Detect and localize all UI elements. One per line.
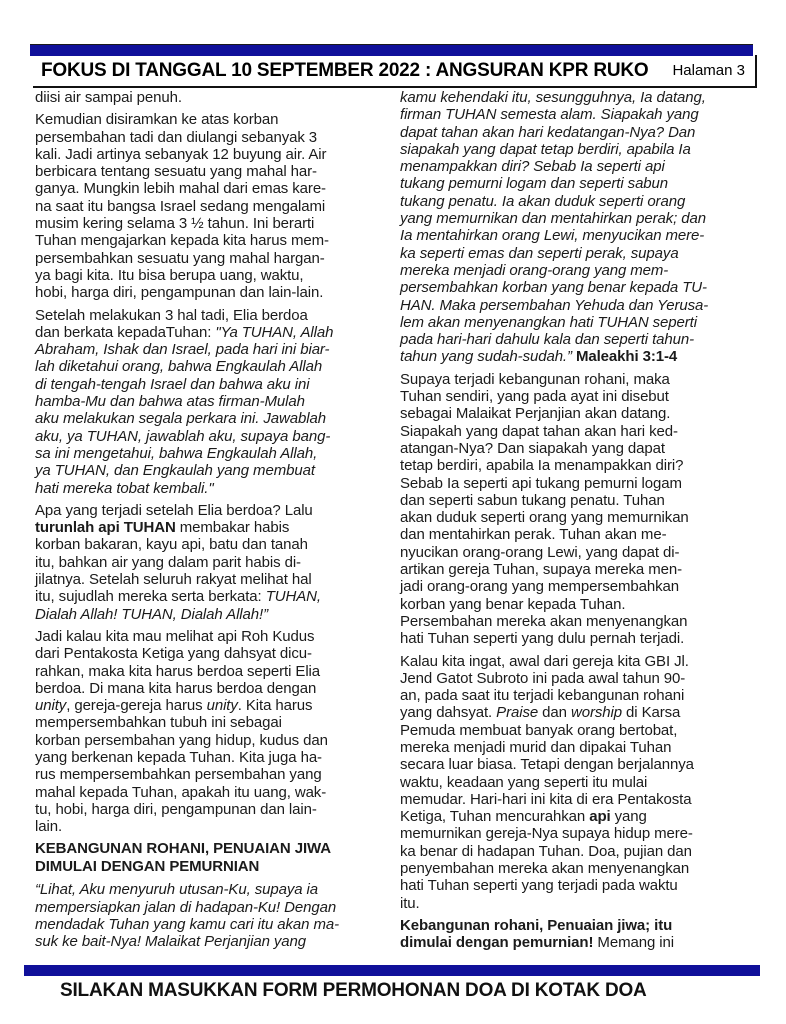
text-line (35, 697, 392, 714)
text-segment: mempersembahkan tubuh ini sebagai (35, 714, 282, 732)
text-segment: tukang penatu. Ia akan duduk seperti orang (400, 192, 686, 210)
text-line (35, 428, 392, 445)
text-line (400, 526, 757, 543)
text-line (400, 843, 757, 860)
text-segment: dimulai dengan pemurnian! (400, 934, 594, 952)
text-line (35, 714, 392, 731)
text-segment: worship (570, 704, 622, 722)
text-line (35, 111, 392, 128)
text-segment: hamba-Mu dan bahwa atas firman-Mulah (35, 393, 305, 411)
text-segment: persembahan tadi dan diulangi sebanyak 3 (35, 128, 318, 146)
paragraph (400, 653, 757, 912)
text-segment: HAN. Maka persembahan Yehuda dan Yerusa- (400, 296, 709, 314)
text-line (400, 808, 757, 825)
text-segment: api (589, 808, 611, 826)
text-segment: tetap berdiri, apabila Ia menampakkan diri? (400, 457, 684, 475)
text-segment: hobi, harga diri, pengampunan dan lain-lain. (35, 284, 324, 302)
text-segment: hati Tuhan seperti yang terjadi pada waktu (400, 877, 678, 895)
text-line (35, 284, 392, 301)
text-line (400, 475, 757, 492)
text-line (400, 388, 757, 405)
page-header (33, 55, 757, 88)
text-segment: mereka menjadi murid dan dipakai Tuhan (400, 738, 672, 756)
text-segment: waktu, keadaan yang seperti itu mulai (400, 773, 648, 791)
text-segment: berbicara tentang sesuatu yang mahal har- (35, 163, 317, 181)
text-segment: mendadak Tuhan yang kamu cari itu akan ma- (35, 916, 340, 934)
page-number-label: Halaman 3 (672, 62, 745, 79)
text-line (400, 457, 757, 474)
text-segment: di Karsa (621, 704, 681, 722)
text-line (35, 163, 392, 180)
text-segment: Sebab Ia seperti api tukang pemurni logam (400, 474, 682, 492)
text-segment: Kalau kita ingat, awal dari gereja kita GBI Jl. (400, 652, 689, 670)
text-line (400, 917, 757, 934)
text-line (35, 766, 392, 783)
right-column (400, 89, 757, 957)
text-segment: na saat itu bangsa Israel sedang mengalami (35, 197, 326, 215)
text-line (35, 749, 392, 766)
text-line (400, 423, 757, 440)
paragraph (35, 111, 392, 301)
text-segment: ganya. Mungkin lebih mahal dari emas kare- (35, 180, 326, 198)
text-segment: dan (538, 704, 571, 722)
text-segment: aku melakukan segala perkara ini. Jawablah (35, 410, 326, 428)
text-segment: membakar habis (175, 519, 290, 537)
text-segment: rahkan, maka kita harus berdoa seperti Elia (35, 662, 321, 680)
text-segment: turunlah api TUHAN (35, 519, 176, 537)
text-line (35, 881, 392, 898)
text-segment: korban yang benar kepada Tuhan. (400, 595, 626, 613)
paragraph (400, 917, 757, 952)
text-segment: nyucikan orang-orang Lewi, yang dapat di- (400, 543, 680, 561)
text-segment: penyembahan mereka akan menyenangkan (400, 860, 690, 878)
text-line (400, 687, 757, 704)
left-column (35, 89, 392, 957)
text-segment: kamu kehendaki itu, sesungguhnya, Ia datang, (400, 89, 706, 106)
paragraph (35, 89, 392, 106)
text-segment: Tuhan mengajarkan kepada kita harus mem- (35, 232, 329, 250)
text-segment: di tengah-tengah Israel dan bahwa aku ini (35, 375, 310, 393)
text-segment: Apa yang terjadi setelah Elia berdoa? Lalu (35, 501, 313, 519)
text-line (35, 840, 392, 858)
text-line (400, 297, 757, 314)
text-segment: akan duduk seperti orang yang memurnikan (400, 509, 689, 527)
text-line (400, 860, 757, 877)
text-line (35, 571, 392, 588)
text-line (400, 245, 757, 262)
text-line (400, 877, 757, 894)
text-line (400, 825, 757, 842)
text-line (35, 307, 392, 324)
text-segment: unity (206, 697, 238, 715)
text-line (35, 324, 392, 341)
text-segment: “Lihat, Aku menyuruh utusan-Ku, supaya ia (35, 881, 319, 899)
text-line (35, 358, 392, 375)
text-line (400, 509, 757, 526)
text-segment: . Kita harus (237, 697, 313, 715)
text-line (35, 215, 392, 232)
text-line (400, 722, 757, 739)
text-segment: TUHAN, (265, 588, 321, 606)
text-segment: ya bagi kita. Itu bisa berupa uang, waktu, (35, 266, 304, 284)
text-segment: rus mempersembahkan persembahan yang (35, 766, 322, 784)
text-segment: Maleakhi 3:1-4 (575, 348, 678, 366)
text-segment: korban bakaran, kayu api, batu dan tanah (35, 536, 308, 554)
text-segment: lain. (35, 818, 63, 836)
text-segment: sa ini mengetahui, bahwa Engkaulah Allah, (35, 444, 318, 462)
text-line (35, 480, 392, 497)
text-line (400, 670, 757, 687)
text-line (35, 663, 392, 680)
text-line (400, 653, 757, 670)
text-segment: persembahkan sesuatu yang mahal hargan- (35, 249, 325, 267)
text-segment: Dialah Allah! TUHAN, Dialah Allah!” (35, 605, 268, 623)
text-line (35, 462, 392, 479)
text-line (400, 440, 757, 457)
text-line (400, 227, 757, 244)
text-segment: Ia mentahirkan orang Lewi, menyucikan mere- (400, 227, 705, 245)
text-line (400, 314, 757, 331)
text-line (400, 561, 757, 578)
text-line (35, 680, 392, 697)
text-line (400, 492, 757, 509)
text-line (400, 405, 757, 422)
text-segment: firman TUHAN semesta alam. Siapakah yang (400, 106, 699, 124)
paragraph (400, 371, 757, 648)
text-segment: siapakah yang dapat tetap berdiri, apabila Ia (400, 140, 691, 158)
text-segment: sebagai Malaikat Perjanjian akan datang. (400, 405, 671, 423)
text-line (35, 801, 392, 818)
text-segment: dan mentahirkan perak. Tuhan akan me- (400, 526, 667, 544)
text-segment: yang berkenan kepada Tuhan. Kita juga ha- (35, 748, 322, 766)
text-line (400, 756, 757, 773)
text-segment: ka benar di hadapan Tuhan. Doa, pujian dan (400, 842, 692, 860)
text-segment: , gereja-gereja harus (66, 697, 207, 715)
text-segment: "Ya TUHAN, Allah (215, 323, 334, 341)
text-segment: an, pada saat itu terjadi kebangunan rohani (400, 687, 685, 705)
text-line (400, 175, 757, 192)
text-line (35, 445, 392, 462)
text-segment: tukang pemurni logam dan seperti sabun (400, 175, 669, 193)
text-segment: atangan-Nya? Dan siapakah yang dapat (400, 439, 665, 457)
text-segment: pada hari-hari dahulu kala dan seperti tahun- (400, 331, 695, 349)
text-line (35, 89, 392, 106)
text-line (400, 141, 757, 158)
text-line (35, 376, 392, 393)
text-segment: mahal kepada Tuhan, apakah itu uang, wak- (35, 783, 327, 801)
text-segment: artikan gereja Tuhan, supaya mereka men- (400, 561, 682, 579)
section-heading (35, 840, 392, 876)
text-segment: menampakkan diri? Sebab Ia seperti api (400, 158, 665, 176)
text-segment: korban persembahan yang hidup, kudus dan (35, 731, 328, 749)
text-segment: hati mereka tobat kembali." (35, 479, 214, 497)
article-body (35, 89, 757, 957)
page-title: FOKUS DI TANGGAL 10 SEPTEMBER 2022 : ANGSURAN KPR RUKO (41, 59, 649, 81)
text-segment: Kemudian disiramkan ke atas korban (35, 111, 279, 129)
text-segment: Memang ini (593, 934, 674, 952)
text-line (400, 89, 757, 106)
text-segment: itu, bahkan air yang dalam parit habis di- (35, 553, 301, 571)
text-segment: lem akan menyenangkan hati TUHAN seperti (400, 313, 697, 331)
text-segment: Setelah melakukan 3 hal tadi, Elia berdoa (35, 306, 308, 324)
text-line (400, 279, 757, 296)
text-segment: tahun yang sudah-sudah.” (400, 348, 576, 366)
text-line (35, 232, 392, 249)
text-line (35, 606, 392, 623)
text-line (35, 588, 392, 605)
text-line (35, 899, 392, 916)
text-segment: jadi orang-orang yang mempersembahkan (400, 578, 679, 596)
text-segment: Persembahan mereka akan menyenangkan (400, 612, 688, 630)
text-line (400, 193, 757, 210)
text-line (35, 267, 392, 284)
text-segment: itu, sujudlah mereka serta berkata: (35, 588, 266, 606)
text-segment: persembahkan korban yang benar kepada TU- (400, 279, 707, 297)
text-segment: mempersiapkan jalan di hadapan-Ku! Dengan (35, 898, 337, 916)
text-line (35, 818, 392, 835)
text-line (400, 124, 757, 141)
text-segment: yang dahsyat. (400, 704, 497, 722)
text-segment: Praise (496, 704, 539, 722)
text-line (400, 262, 757, 279)
text-line (35, 180, 392, 197)
text-segment: tu, hobi, harga diri, pengampunan dan lain- (35, 800, 317, 818)
text-segment: diisi air sampai penuh. (35, 89, 182, 106)
text-segment: berdoa. Di mana kita harus berdoa dengan (35, 679, 317, 697)
paragraph (400, 89, 757, 366)
paragraph (35, 881, 392, 950)
text-line (400, 158, 757, 175)
text-segment: DIMULAI DENGAN PEMURNIAN (35, 858, 260, 876)
text-line (400, 774, 757, 791)
text-line (35, 784, 392, 801)
footer-accent-bar (24, 965, 760, 976)
paragraph (35, 307, 392, 497)
text-line (35, 146, 392, 163)
text-line (400, 348, 757, 365)
text-segment: ka seperti emas dan seperti perak, supaya (400, 244, 679, 262)
text-segment: suk ke bait-Nya! Malaikat Perjanjian yang (35, 933, 307, 951)
text-line (35, 554, 392, 571)
text-segment: kali. Jadi artinya sebanyak 12 buyung air. Air (35, 145, 327, 163)
text-segment: secara luar biasa. Tetapi dengan berjalannya (400, 756, 694, 774)
text-segment: hati Tuhan seperti yang dulu pernah terjadi. (400, 630, 685, 648)
text-segment: Tuhan sendiri, yang pada ayat ini disebut (400, 388, 669, 406)
text-line (35, 858, 392, 876)
text-segment: lah diketahui orang, bahwa Engkaulah Allah (35, 358, 323, 376)
text-line (35, 129, 392, 146)
footer-notice: SILAKAN MASUKKAN FORM PERMOHONAN DOA DI KOTAK DOA (60, 980, 647, 1001)
text-segment: musim kering selama 3 ½ tahun. Ini berarti (35, 215, 315, 233)
text-segment: Siapakah yang dapat tahan akan hari ked- (400, 422, 678, 440)
text-line (400, 895, 757, 912)
text-line (400, 596, 757, 613)
text-line (400, 934, 757, 951)
text-line (400, 578, 757, 595)
text-line (400, 791, 757, 808)
text-segment: Pemuda membuat banyak orang bertobat, (400, 721, 678, 739)
text-line (400, 704, 757, 721)
paragraph (35, 628, 392, 836)
text-line (35, 250, 392, 267)
text-line (400, 613, 757, 630)
text-segment: Jend Gatot Subroto ini pada awal tahun 90- (400, 669, 686, 687)
text-segment: dan berkata kepadaTuhan: (35, 323, 216, 341)
text-line (35, 393, 392, 410)
text-segment: Ketiga, Tuhan mencurahkan (400, 808, 590, 826)
text-segment: itu. (400, 894, 420, 912)
text-segment: KEBANGUNAN ROHANI, PENUAIAN JIWA (35, 840, 331, 858)
text-segment: Abraham, Ishak dan Israel, pada hari ini biar- (35, 341, 330, 359)
text-line (400, 106, 757, 123)
text-segment: mereka menjadi orang-orang yang mem- (400, 261, 669, 279)
text-segment: aku, ya TUHAN, jawablah aku, supaya bang- (35, 427, 331, 445)
text-segment: yang memurnikan dan mentahirkan perak; dan (400, 210, 706, 228)
text-line (400, 331, 757, 348)
text-segment: memurnikan gereja-Nya supaya hidup mere- (400, 825, 693, 843)
text-segment: dan seperti sabun tukang penatu. Tuhan (400, 491, 665, 509)
text-segment: memudar. Hari-hari ini kita di era Pentakosta (400, 790, 692, 808)
text-line (35, 198, 392, 215)
text-line (35, 732, 392, 749)
text-line (35, 536, 392, 553)
text-line (400, 371, 757, 388)
text-line (35, 519, 392, 536)
text-line (35, 933, 392, 950)
text-segment: dapat tahan akan hari kedatangan-Nya? Dan (400, 123, 696, 141)
text-segment: jilatnya. Setelah seluruh rakyat melihat hal (35, 571, 312, 589)
text-segment: Jadi kalau kita mau melihat api Roh Kudus (35, 627, 315, 645)
text-line (400, 544, 757, 561)
text-segment: yang (610, 808, 647, 826)
text-line (35, 916, 392, 933)
text-segment: ya TUHAN, dan Engkaulah yang membuat (35, 462, 315, 480)
text-line (35, 502, 392, 519)
text-line (400, 739, 757, 756)
text-segment: unity (35, 697, 67, 715)
text-line (35, 341, 392, 358)
text-line (400, 210, 757, 227)
text-segment: Kebangunan rohani, Penuaian jiwa; itu (400, 916, 673, 934)
text-line (35, 628, 392, 645)
text-line (35, 645, 392, 662)
paragraph (35, 502, 392, 623)
text-segment: dari Pentakosta Ketiga yang dahsyat dicu- (35, 645, 312, 663)
text-segment: Supaya terjadi kebangunan rohani, maka (400, 370, 670, 388)
text-line (35, 410, 392, 427)
text-line (400, 630, 757, 647)
